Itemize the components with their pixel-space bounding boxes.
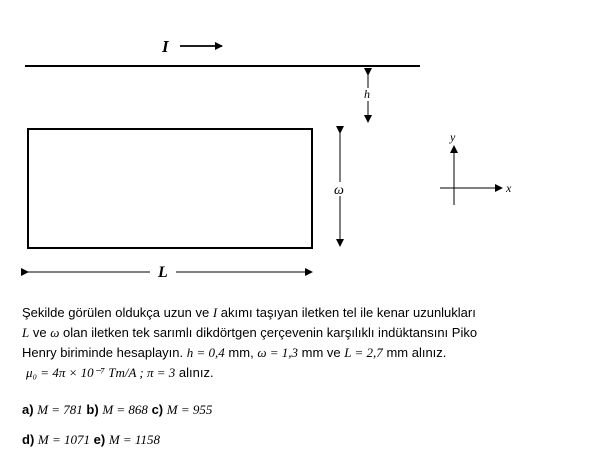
problem-text: Şekilde görülen oldukça uzun ve — [22, 305, 210, 320]
option-c[interactable]: c) M = 955 — [151, 402, 213, 417]
problem-text: mm ve — [301, 345, 341, 360]
x-axis-label: x — [506, 181, 512, 195]
problem-line-3 — [22, 343, 446, 363]
math-h-value: h = 0,4 — [186, 345, 225, 360]
problem-text: olan iletken tek sarımlı dikdörtgen çerçevenin karşılıklı indüktansını Piko — [63, 325, 478, 340]
problem-line-2 — [22, 323, 477, 343]
math-omega-value: ω = 1,3 — [257, 345, 299, 360]
current-label: I — [162, 37, 169, 56]
problem-text: akımı taşıyan iletken tel ile kenar uzunlukları — [220, 305, 476, 320]
problem-line-1 — [22, 303, 476, 323]
math-omega: ω — [50, 325, 60, 340]
rectangular-loop — [28, 129, 312, 248]
math-L: L — [22, 325, 30, 340]
omega-label: ω — [334, 183, 344, 198]
option-a[interactable]: a) M = 781 — [22, 402, 83, 417]
option-b[interactable]: b) M = 868 — [86, 402, 148, 417]
problem-text: mm, — [228, 345, 254, 360]
problem-text: Henry biriminde hesaplayın. — [22, 345, 184, 360]
option-e[interactable]: e) M = 1158 — [93, 432, 160, 447]
option-d[interactable]: d) M = 1071 — [22, 432, 91, 447]
options-line-1 — [22, 400, 212, 420]
math-L-value: L = 2,7 — [344, 345, 383, 360]
y-axis-label: y — [450, 130, 456, 144]
problem-text: ve — [32, 325, 47, 340]
math-mu0: μ₀ = 4π × 10⁻⁷ Tm/A ; π = 3 — [26, 365, 176, 380]
math-I: I — [212, 305, 218, 320]
problem-line-4 — [26, 363, 214, 383]
options-line-2 — [22, 430, 160, 450]
problem-text: alınız. — [178, 365, 214, 380]
L-label: L — [158, 264, 168, 281]
problem-text: mm alınız. — [386, 345, 447, 360]
h-label: h — [364, 87, 370, 101]
